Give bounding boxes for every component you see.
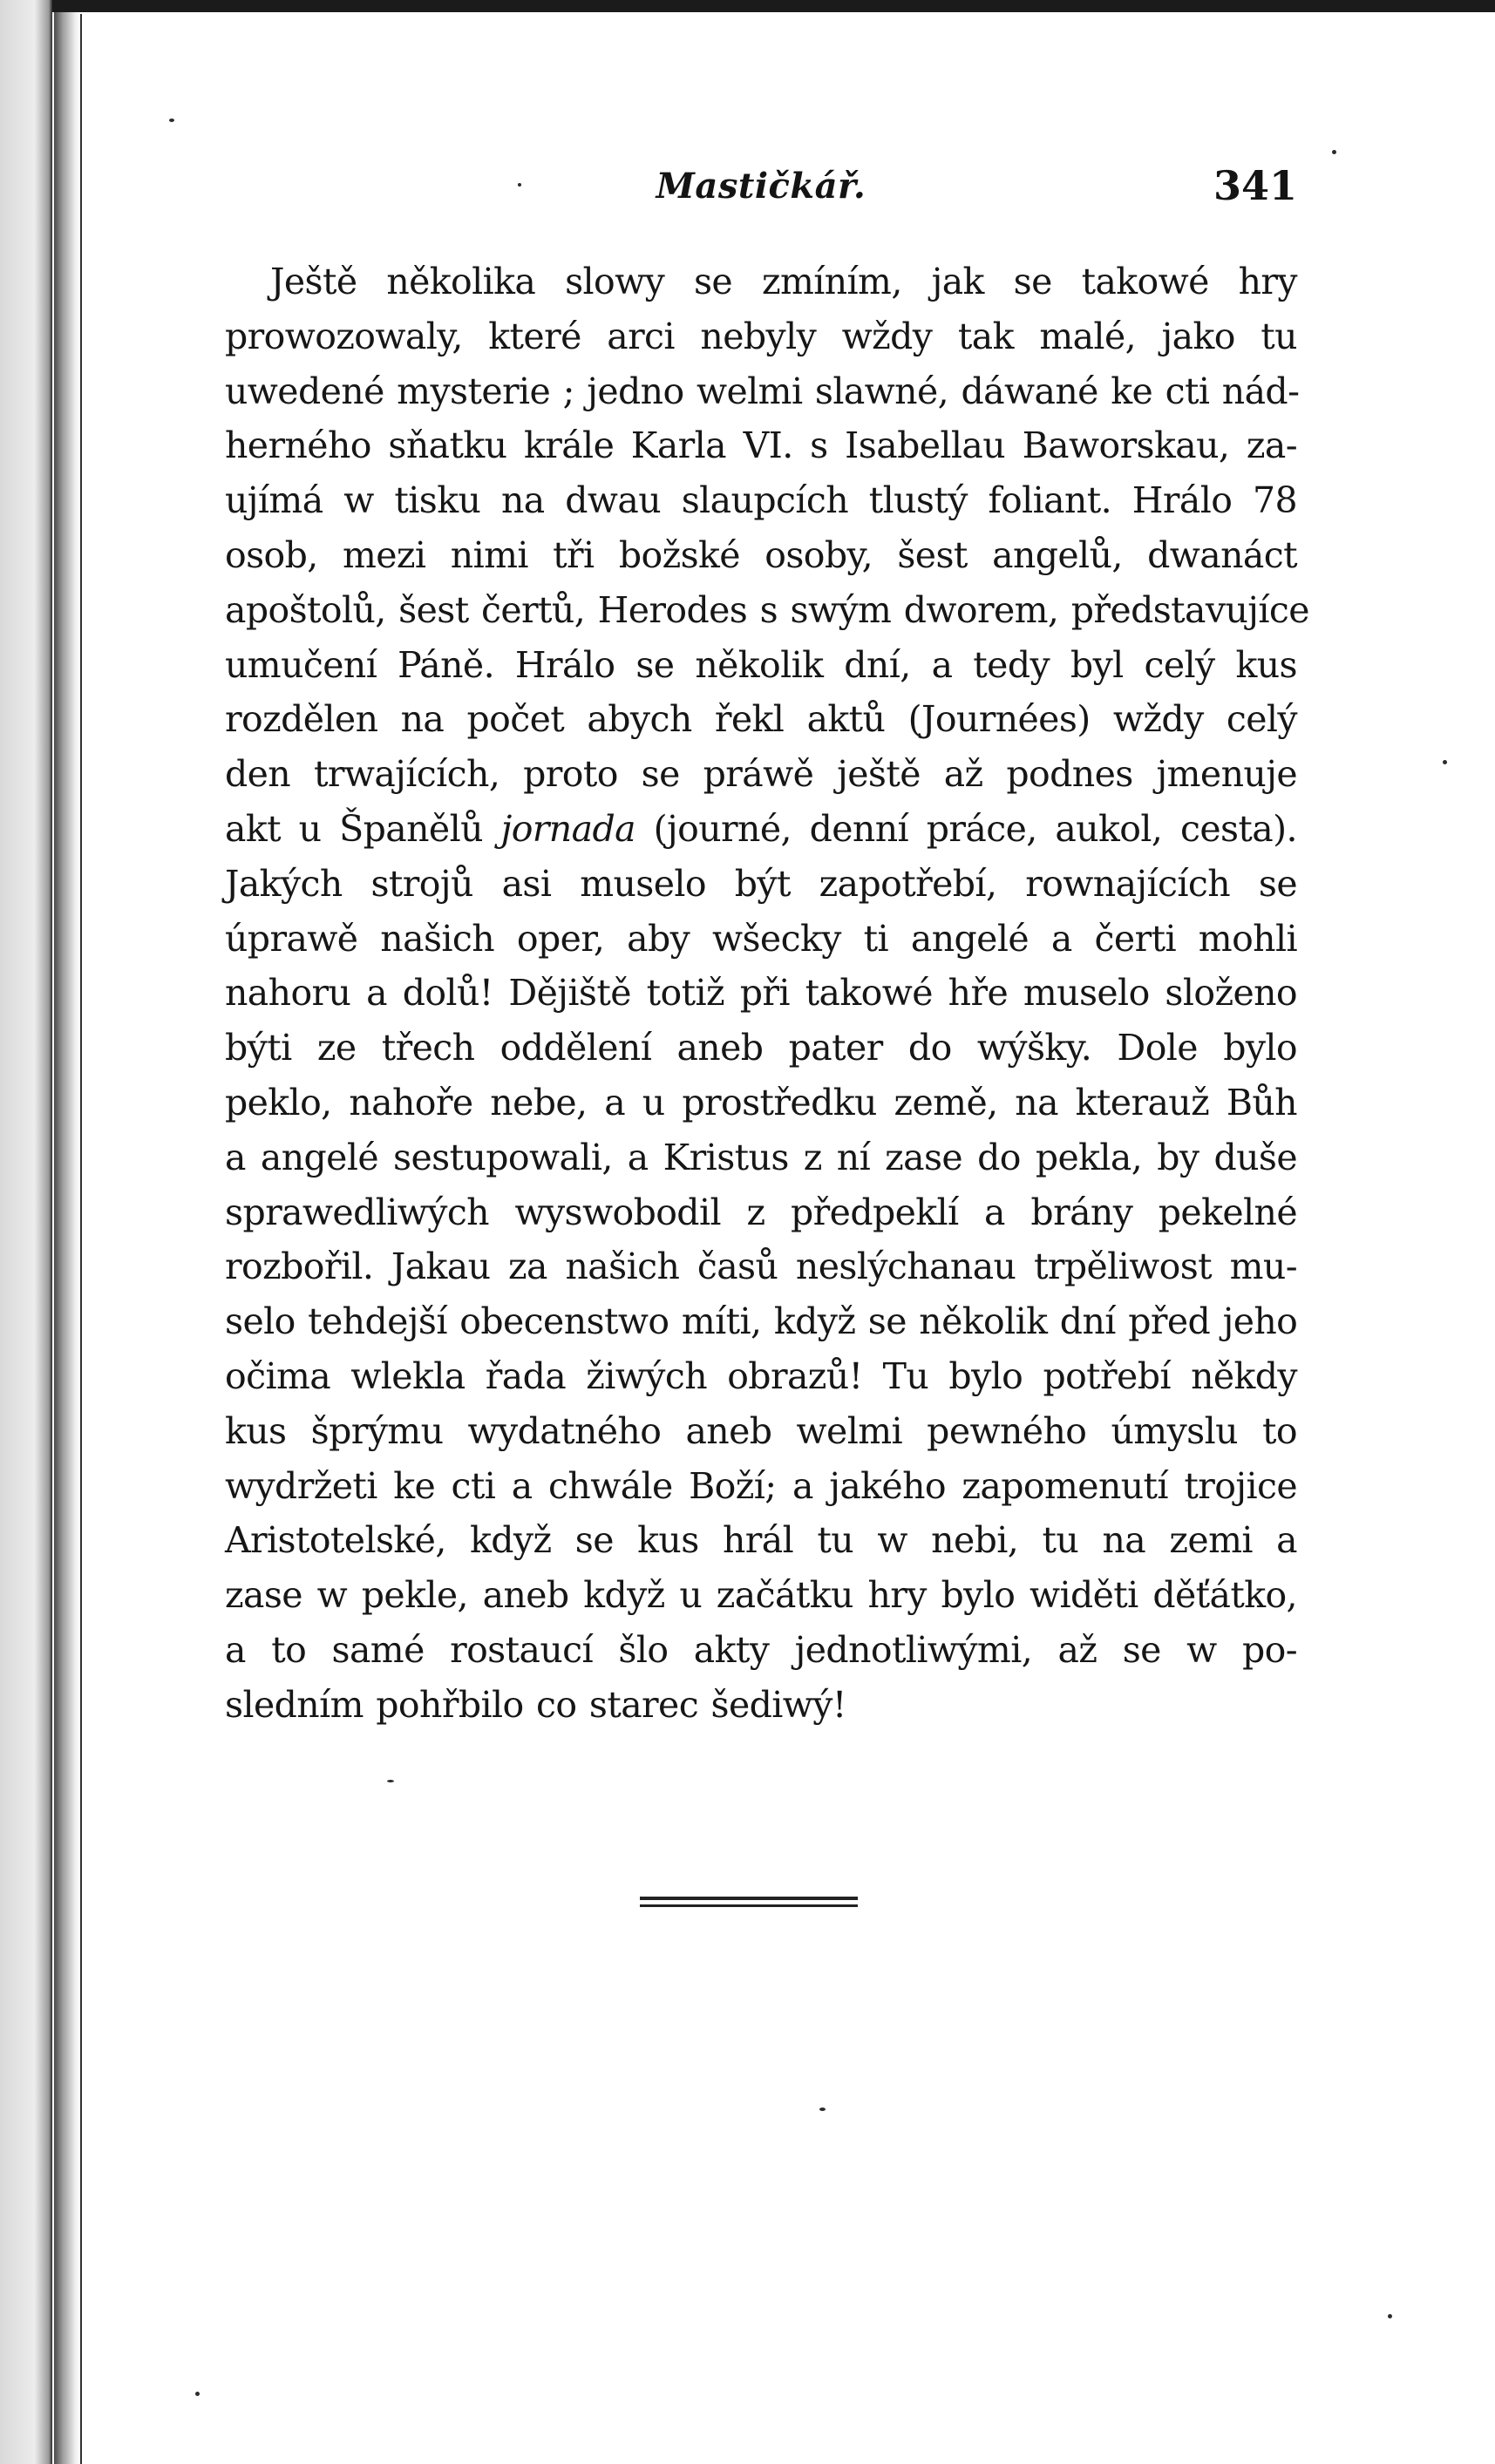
text-line-17: a angelé sestupowali, a Kristus z ní zase do pekla, by duše	[225, 1136, 1297, 1178]
scan-margin-strip	[0, 0, 52, 2464]
scan-speck	[1332, 150, 1336, 154]
text-line-2: prowozowaly, které arci nebyly wždy tak malé, jako tu	[225, 315, 1297, 357]
running-title: Mastičkář.	[656, 166, 866, 207]
text-line-20: selo tehdejší obecenstwo míti, když se několik dní před jeho	[225, 1300, 1298, 1343]
text-line-23: wydržeti ke cti a chwále Boží; a jakého zapomenutí trojice	[225, 1464, 1297, 1507]
page-number: 341	[1213, 162, 1297, 209]
text-line-9: rozdělen na počet abych řekl aktů (Journées) wždy celý	[225, 698, 1297, 741]
text-line-8: umučení Páně. Hrálo se několik dní, a tedy byl celý kus	[225, 643, 1297, 686]
running-head	[225, 162, 1297, 218]
scan-speck	[819, 2108, 826, 2111]
text-line-11-end: (journé, denní práce, aukol, cesta).	[653, 807, 1297, 850]
scan-speck	[1443, 760, 1447, 764]
scan-speck	[169, 119, 174, 122]
text-line-4: herného sňatku krále Karla VI. s Isabellau Baworskau, za-	[225, 424, 1297, 467]
text-line-3: uwedené mysterie ; jedno welmi slawné, dáwané ke cti nád-	[225, 370, 1300, 412]
text-line-12: Jakých strojů asi muselo být zapotřebí, rownajících se	[225, 862, 1297, 905]
body-paragraph	[225, 255, 1309, 1733]
end-rule-thin	[640, 1904, 858, 1907]
text-line-18: sprawedliwých wyswobodil z předpeklí a brány pekelné	[225, 1191, 1297, 1233]
text-line-27: sledním pohřbilo co starec šediwý!	[225, 1683, 846, 1726]
scan-speck	[518, 183, 521, 187]
scan-speck	[387, 1780, 394, 1782]
end-rule-thick	[640, 1897, 858, 1900]
scan-speck	[1388, 2314, 1392, 2318]
text-line-11	[225, 802, 1297, 857]
text-line-22: kus šprýmu wydatného aneb welmi pewného úmyslu to	[225, 1409, 1297, 1452]
binding-shadow	[54, 12, 80, 2464]
text-line-1: Ještě několika slowy se zmíním, jak se takowé hry	[270, 261, 1297, 302]
italic-term-jornada: jornada	[500, 807, 635, 850]
text-line-15: býti ze třech oddělení aneb pater do wýšky. Dole bylo	[225, 1027, 1297, 1069]
text-line-24: Aristotelské, když se kus hrál tu w nebi, tu na zemi a	[225, 1519, 1297, 1562]
text-line-25: zase w pekle, aneb když u začátku hry bylo widěti děťátko,	[225, 1574, 1297, 1617]
text-line-5: ujímá w tisku na dwau slaupcích tlustý foliant. Hrálo 78	[225, 479, 1297, 522]
text-line-14: nahoru a dolů! Dějiště totiž při takowé hře muselo složeno	[225, 972, 1297, 1015]
end-double-rule	[640, 1897, 858, 1909]
text-line-26: a to samé rostaucí šlo akty jednotliwými, až se w po-	[225, 1628, 1297, 1671]
text-line-16: peklo, nahoře nebe, a u prostředku země, na kterauž Bůh	[225, 1081, 1297, 1123]
scan-top-edge	[52, 0, 1495, 12]
text-line-10: den trwajících, proto se práwě ještě až podnes jmenuje	[225, 753, 1297, 796]
text-line-19: rozbořil. Jakau za našich časů neslýchanau trpěliwost mu-	[225, 1246, 1297, 1288]
text-line-7: apoštolů, šest čertů, Herodes s swým dworem, představujíce	[225, 588, 1309, 631]
scan-speck	[195, 2392, 200, 2396]
text-line-6: osob, mezi nimi tři božské osoby, šest angelů, dwanáct	[225, 533, 1297, 576]
text-line-11-start: akt u Španělů	[225, 807, 483, 850]
text-line-21: očima wlekla řada žiwých obrazů! Tu bylo potřebí někdy	[225, 1354, 1297, 1397]
text-line-13: úprawě našich oper, aby wšecky ti angelé a čerti mohli	[225, 917, 1297, 960]
